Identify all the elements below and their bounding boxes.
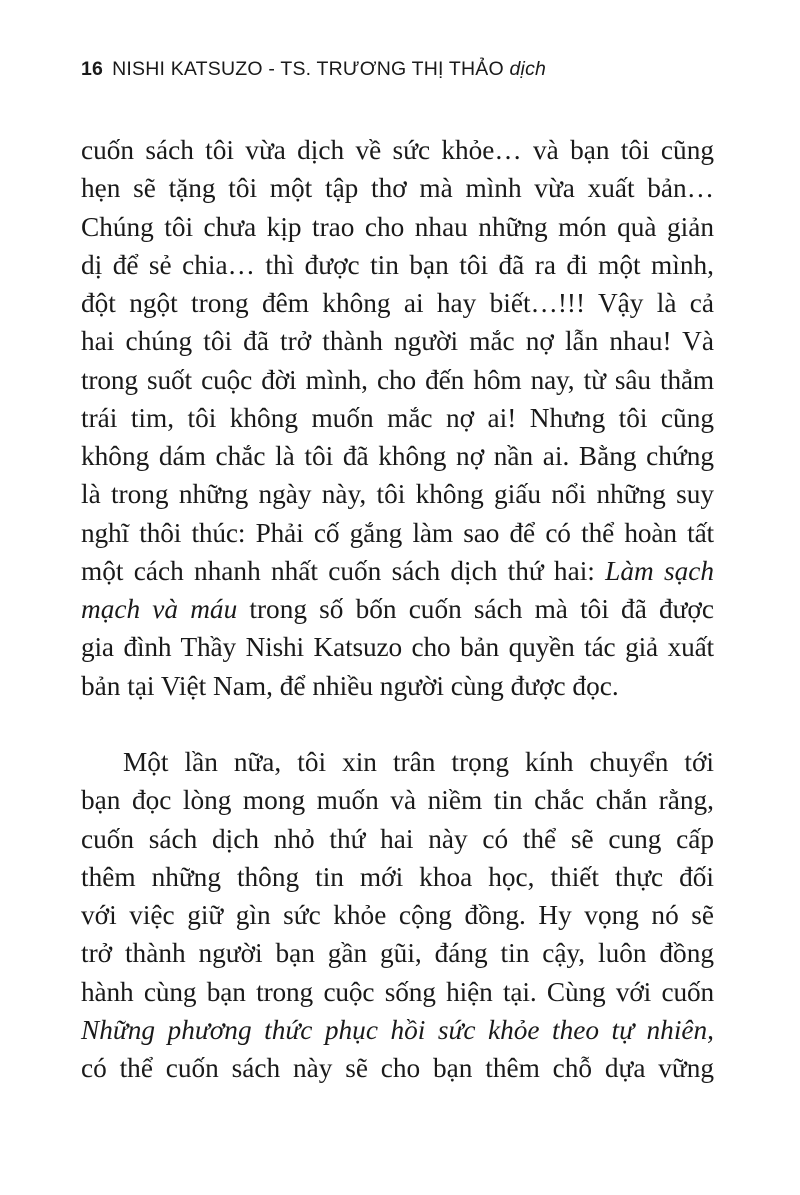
text-line: hành cùng bạn trong cuộc sống hiện tại. Cùng với cuốn: [81, 976, 714, 1007]
text-line: gia đình Thầy Nishi Katsuzo cho bản quyền tác giả xuất: [81, 632, 714, 663]
page-number: 16: [81, 58, 104, 80]
text-line: [81, 1011, 714, 1049]
translator-role: dịch: [509, 58, 547, 80]
text-line: [81, 552, 714, 590]
text-line: trái tim, tôi không muốn mắc nợ ai! Nhưng tôi cũng: [81, 402, 714, 433]
text-line: trong suốt cuộc đời mình, cho đến hôm nay, từ sâu thẳm: [81, 364, 714, 395]
text-line: hẹn sẽ tặng tôi một tập thơ mà mình vừa xuất bản…: [81, 173, 714, 204]
text-line: không dám chắc là tôi đã không nợ nần ai. Bằng chứng: [81, 441, 714, 471]
book-title-italic: Những phương thức phục hồi sức khỏe theo tự nhiên,: [81, 1014, 714, 1045]
text-line: cuốn sách dịch nhỏ thứ hai này có thể sẽ cung cấp: [81, 823, 714, 854]
text-line: Chúng tôi chưa kịp trao cho nhau những món quà giản: [81, 211, 714, 242]
book-title-italic: Làm sạch: [605, 555, 714, 586]
text-line: bạn đọc lòng mong muốn và niềm tin chắc chắn rằng,: [81, 785, 714, 816]
text-segment: trong số bốn cuốn sách mà tôi đã được: [237, 594, 714, 624]
text-line: trở thành người bạn gần gũi, đáng tin cậy, luôn đồng: [81, 938, 714, 969]
text-line: với việc giữ gìn sức khỏe cộng đồng. Hy vọng nó sẽ: [81, 900, 714, 930]
text-line: đột ngột trong đêm không ai hay biết…!!! Vậy là cả: [81, 288, 714, 318]
text-line: bản tại Việt Nam, để nhiều người cùng được đọc.: [81, 670, 619, 701]
text-line: có thể cuốn sách này sẽ cho bạn thêm chỗ dựa vững: [81, 1053, 714, 1083]
text-segment: một cách nhanh nhất cuốn sách dịch thứ hai:: [81, 555, 606, 586]
text-line: cuốn sách tôi vừa dịch về sức khỏe… và bạn tôi cũng: [81, 135, 714, 165]
book-title-italic: mạch và máu: [81, 594, 238, 624]
text-line: [81, 590, 714, 628]
paragraph-1: [81, 131, 714, 705]
text-line: dị để sẻ chia… thì được tin bạn tôi đã ra đi một mình,: [81, 249, 714, 280]
text-line: Một lần nữa, tôi xin trân trọng kính chuyển tới: [123, 747, 714, 777]
text-line: là trong những ngày này, tôi không giấu nổi những suy: [81, 479, 714, 510]
text-line: thêm những thông tin mới khoa học, thiết thực đối: [81, 861, 714, 892]
running-header: [81, 58, 546, 81]
text-line: nghĩ thôi thúc: Phải cố gắng làm sao để có thể hoàn tất: [81, 517, 714, 548]
paragraph-2: [81, 743, 714, 1087]
header-title: NISHI KATSUZO - TS. TRƯƠNG THỊ THẢO: [112, 58, 504, 80]
text-line: hai chúng tôi đã trở thành người mắc nợ lẫn nhau! Và: [81, 326, 714, 357]
